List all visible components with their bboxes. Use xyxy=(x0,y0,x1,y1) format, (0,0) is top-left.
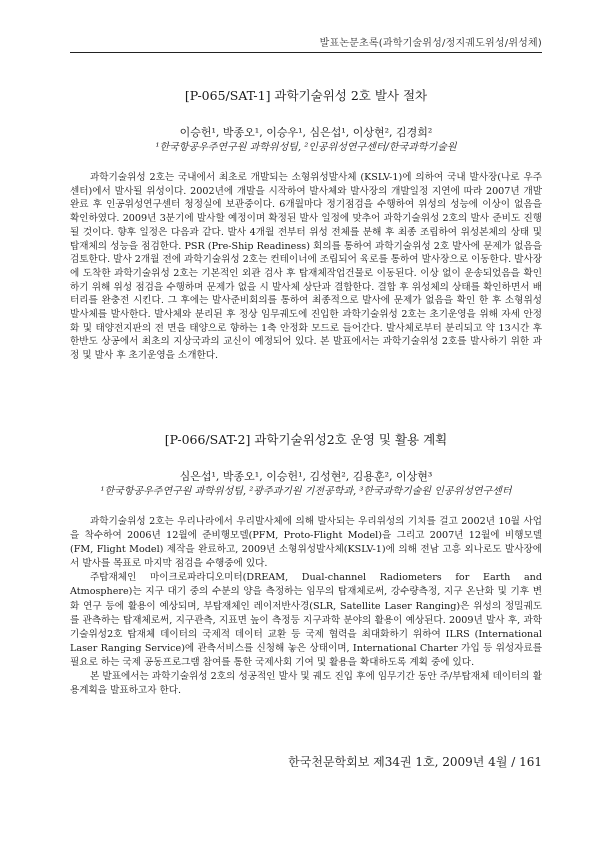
author-list: 이승헌¹, 박종오¹, 이승우¹, 심은섭¹, 이상현², 김경희² xyxy=(179,126,433,139)
author-list: 심은섭¹, 박종오¹, 이승헌¹, 김성현², 김용훈², 이상현³ xyxy=(179,470,433,483)
header-rule xyxy=(70,52,542,53)
body-paragraph: 과학기술위성 2호는 국내에서 최초로 개발되는 소형위성발사체 (KSLV-1)에 의하여 국내 발사장(나로 우주센터)에서 발사될 위성이다. 2002년에 개발을 시작하여 발사체와 발사장의 개발일정 지연에 따라 2007년 개발 완료 후 인공위성연구센터 청정실에 보관중이다. 6개월마다 정기점검을 수행하여 위성의 성능에 이상이 없음을 확인하였다. 2009년 3분기에 발사할 예정이며 확정된 발사 일정에 맞추어 과학기술위성 2호의 발사 준비도 진행될 것이다. 향후 일정은 다음과 같다. 발사 4개월 전부터 위성 전체를 분해 후 최종 조립하여 위성본체의 상태 및 탑재체의 성능을 점검한다. PSR (Pre-Ship Readiness) 회의를 통하여 과학기술위성 2호 발사에 문제가 없음을 검토한다. 발사 2개월 전에 과학기술위성 2호는 컨테이너에 조립되어 육로를 통하여 발사장으로 이동한다. 발사장에 도착한 과학기술위성 2호는 기본적인 외관 검사 후 탑재체작업건물로 이동된다. 이상 없이 운송되었음을 확인하기 위해 위성 점검을 수행하며 문제가 없을 시 발사체 상단과 결합한다. 결합 후 위성체의 상태를 확인하면서 배터리를 완충전 시킨다. 그 후에는 발사준비회의를 통하여 최종적으로 발사에 문제가 없음을 확인 한 후 소형위성 발사체를 발사한다. 발사체와 분리된 후 정상 임무궤도에 진입한 과학기술위성 2호는 초기운영을 위해 자세 안정화 및 태양전지판의 전 면을 태양으로 향하는 1축 안정화 모드로 들어간다. 발사체로부터 분리되고 약 13시간 후 한반도 상공에서 최초의 지상국과의 교신이 예정되어 있다. 본 발표에서는 과학기술위성 2호를 발사하기 위한 과정 및 발사 후 초기운영을 소개한다. xyxy=(70,172,542,362)
abstract-body xyxy=(70,515,542,698)
body-paragraph: 주탑재체인 마이크로파라디오미터(DREAM, Dual-channel Radiometers for Earth and Atmosphere)는 지구 대기 중의 수분의 양을 측정하는 임무의 탑재체로써, 강수량측정, 지구 온난화 및 기후 변화 연구 등에 활용이 예상되며, 부탑재체인 레이저반사경(SLR, Satellite Laser Ranging)은 위성의 정밀궤도를 관측하는 탑재체로써, 지구관측, 지표면 높이 측정등 지구과학 분야의 활용이 예상된다. 2009년 발사 후, 과학기술위성2호 탑재체 데이터의 국제적 데이터 교환 등 국제 협력을 최대화하기 위하여 ILRS (International Laser Ranging Service)에 관측서비스를 신청해 놓은 상태이며, International Charter 가입 등 위성자료를 필요로 하는 국제 공동프로그램 참여를 통한 국제사회 기여 및 활용을 확대하도록 계획 중에 있다. xyxy=(70,572,542,668)
abstract-title: [P-065/SAT-1] 과학기술위성 2호 발사 절차 xyxy=(184,88,428,103)
body-paragraph: 본 발표에서는 과학기술위성 2호의 성공적인 발사 및 궤도 진입 후에 임무기간 동안 주/부탑재체 데이터의 활용계획을 발표하고자 한다. xyxy=(70,671,542,697)
affiliation-list: ¹한국항공우주연구원 과학위성팀, ²인공위성연구센터/한국과학기술원 xyxy=(155,142,457,153)
abstract-body xyxy=(70,171,542,363)
page-footer: 한국천문학회보 제34권 1호, 2009년 4월 / 161 xyxy=(288,755,542,769)
abstract-p066 xyxy=(70,430,542,698)
body-paragraph: 과학기술위성 2호는 우리나라에서 우리발사체에 의해 발사되는 우리위성의 기치를 걸고 2002년 10월 사업을 착수하여 2006년 12월에 준비행모델(PFM, Proto-Flight Model)을 그리고 2007년 12월에 비행모델(FM, Flight Model) 제작을 완료하고, 2009년 소형위성발사체(KSLV-1)에 의해 전남 고흥 외나로도 발사장에서 발사를 목표로 마지막 점검을 수행중에 있다. xyxy=(70,516,542,570)
affiliation-list: ¹한국항공우주연구원 과학위성팀, ²광주과기원 기전공학과, ³한국과학기술원 인공위성연구센터 xyxy=(100,486,512,497)
abstract-p065 xyxy=(70,86,542,363)
abstract-title: [P-066/SAT-2] 과학기술위성2호 운영 및 활용 계획 xyxy=(164,432,448,447)
running-head: 발표논문초록(과학기술위성/정지궤도위성/위성체) xyxy=(319,38,542,49)
